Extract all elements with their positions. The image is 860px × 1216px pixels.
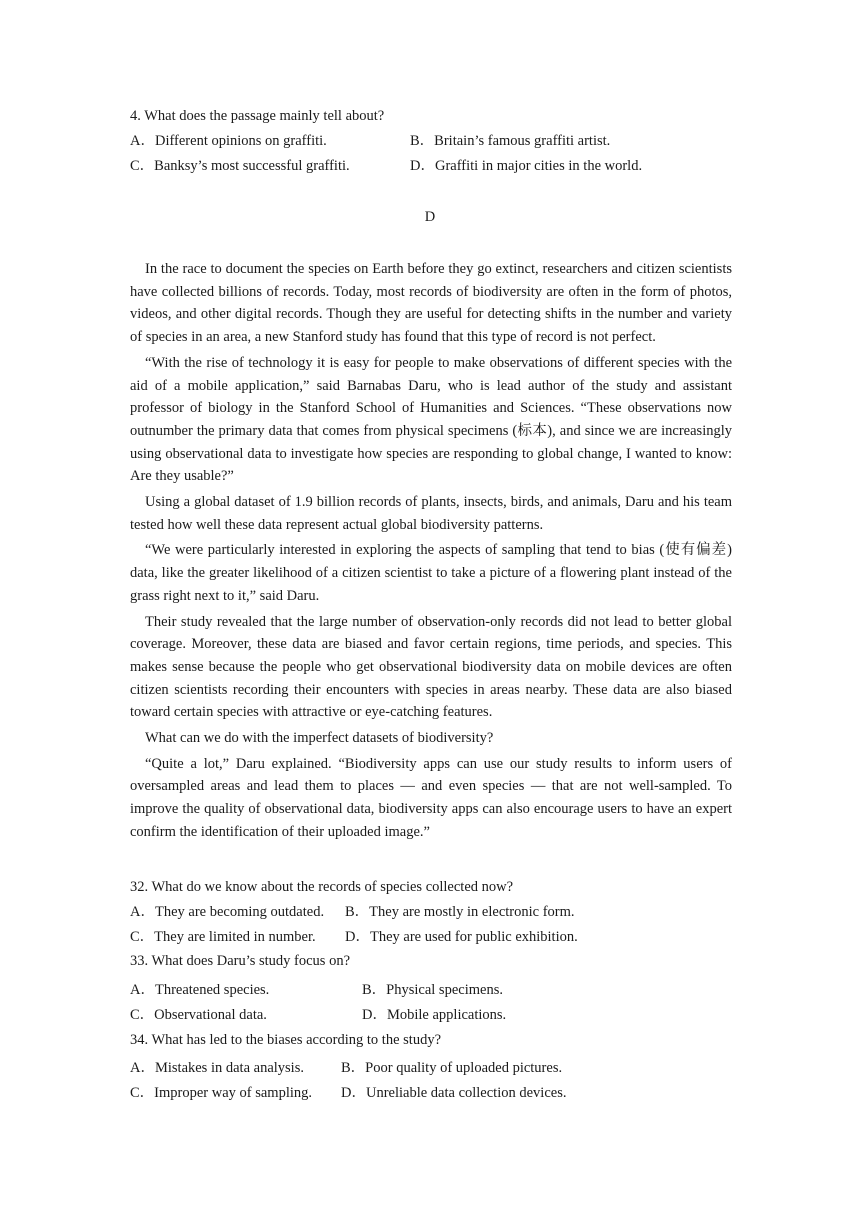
question-32-option-d: D．They are used for public exhibition. xyxy=(345,929,578,945)
question-33-option-d: D．Mobile applications. xyxy=(362,1007,507,1023)
question-33-option-b: B．Physical specimens. xyxy=(362,982,503,998)
question-32-stem: 32. What do we know about the records of species collected now? xyxy=(130,879,514,895)
question-34-stem: 34. What has led to the biases according to the study? xyxy=(130,1032,441,1048)
question-34-option-c: C．Improper way of sampling. xyxy=(130,1085,313,1101)
question-34-option-d: D．Unreliable data collection devices. xyxy=(341,1085,567,1101)
section-label: D xyxy=(424,209,436,225)
question-34-option-a: A．Mistakes in data analysis. xyxy=(130,1060,304,1076)
question-4-option-a: A．Different opinions on graffiti. xyxy=(130,133,327,149)
passage-paragraph: “We were particularly interested in exploring the aspects of sampling that tend to bias (使有偏差) data, like the greater likelihood of a citizen scientist to take a picture of a flowering plant instead of the grass right next to it,” said Daru. xyxy=(130,542,732,604)
question-33-option-a: A．Threatened species. xyxy=(130,982,270,998)
question-4-stem: 4. What does the passage mainly tell about? xyxy=(130,108,385,124)
passage-paragraph: “Quite a lot,” Daru explained. “Biodiversity apps can use our study results to inform users of oversampled areas and lead them to places — and even species — that are not well-sampled. To improve the quality of observational data, biodiversity apps can also encourage users to have an expert confirm the identification of their uploaded image.” xyxy=(130,755,732,840)
question-4-option-d: D．Graffiti in major cities in the world. xyxy=(410,158,643,174)
passage-paragraph: Their study revealed that the large number of observation-only records did not lead to better global coverage. Moreover, these data are biased and favor certain regions, time periods, and species. This makes sense because the people who get observational biodiversity data on mobile devices are often citizen scientists recording their encounters with species in areas nearby. These data are also biased toward certain species with attractive or eye-catching features. xyxy=(130,613,732,721)
passage-paragraph: In the race to document the species on Earth before they go extinct, researchers and citizen scientists have collected billions of records. Today, most records of biodiversity are often in the form of photos, videos, and other digital records. Though they are useful for detecting shifts in the number and variety of species in an area, a new Stanford study has found that this type of record is not perfect. xyxy=(130,261,732,346)
passage-paragraph: “With the rise of technology it is easy for people to make observations of different species with the aid of a mobile application,” said Barnabas Daru, who is lead author of the study and assistant professor of biology in the Stanford School of Humanities and Sciences. “These observations now outnumber the primary data that comes from physical specimens (标本), and since we are increasingly using observational data to investigate how species are responding to global change, I wanted to know: Are they usable?” xyxy=(130,354,732,485)
question-33-stem: 33. What does Daru’s study focus on? xyxy=(130,953,351,969)
question-4-option-c: C．Banksy’s most successful graffiti. xyxy=(130,158,350,174)
passage-d xyxy=(130,258,732,847)
question-32-option-c: C．They are limited in number. xyxy=(130,929,316,945)
question-32-option-a: A．They are becoming outdated. xyxy=(130,904,325,920)
passage-paragraph: Using a global dataset of 1.9 billion records of plants, insects, birds, and animals, Daru and his team tested how well these data represent actual global biodiversity patterns. xyxy=(130,494,732,533)
question-34-option-b: B．Poor quality of uploaded pictures. xyxy=(341,1060,563,1076)
question-32-option-b: B．They are mostly in electronic form. xyxy=(345,904,575,920)
passage-paragraph: What can we do with the imperfect datasets of biodiversity? xyxy=(145,730,494,747)
question-4-option-b: B．Britain’s famous graffiti artist. xyxy=(410,133,611,149)
question-33-option-c: C．Observational data. xyxy=(130,1007,267,1023)
